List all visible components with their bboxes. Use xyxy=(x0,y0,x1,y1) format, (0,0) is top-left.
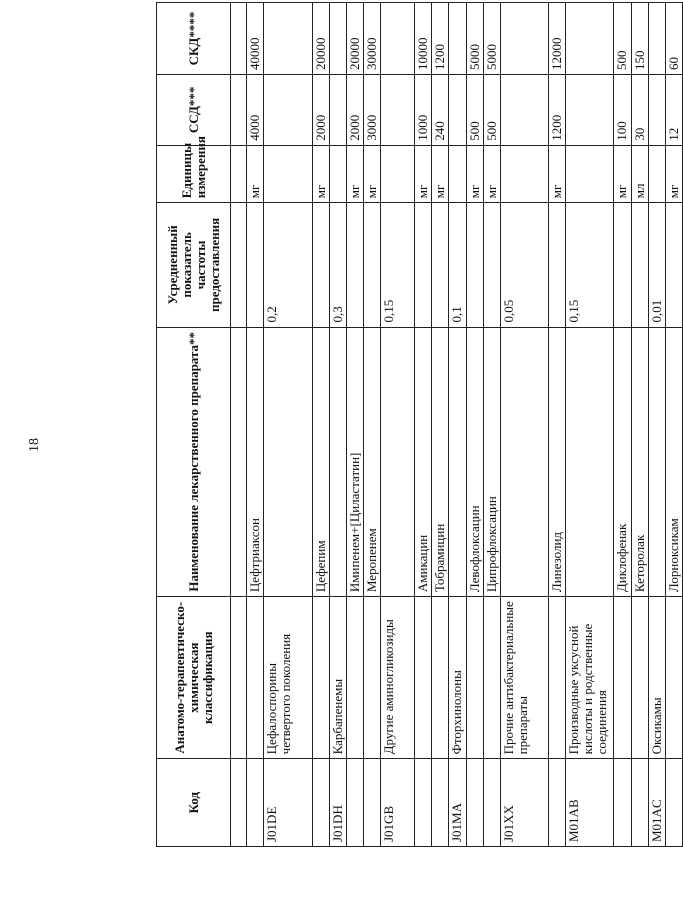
table-row xyxy=(466,2,483,846)
frequency-cell xyxy=(246,202,263,326)
atc-cell xyxy=(431,596,448,758)
skd-cell: 20000 xyxy=(312,2,329,74)
header-atc: Анатомо-терапевтическо-химическая классификация xyxy=(156,596,230,758)
code-cell xyxy=(483,758,500,846)
unit-cell: мг xyxy=(466,145,483,203)
ssd-cell: 30 xyxy=(631,74,648,145)
unit-cell: мг xyxy=(312,145,329,203)
frequency-cell xyxy=(631,202,648,326)
unit-cell xyxy=(565,145,613,203)
frequency-cell: 0,15 xyxy=(565,202,613,326)
ssd-cell: 100 xyxy=(613,74,630,145)
skd-cell: 5000 xyxy=(466,2,483,74)
ssd-cell xyxy=(648,74,665,145)
unit-cell: мг xyxy=(613,145,630,203)
code-cell: J01XX xyxy=(500,758,548,846)
unit-cell xyxy=(448,145,465,203)
atc-cell: Карбапенемы xyxy=(329,596,346,758)
drug-name-cell: Имипенем+[Циластатин] xyxy=(346,327,363,597)
atc-cell xyxy=(312,596,329,758)
code-cell xyxy=(312,758,329,846)
unit-cell xyxy=(263,145,311,203)
code-cell: M01AB xyxy=(565,758,613,846)
frequency-cell: 0,3 xyxy=(329,202,346,326)
drug-name-cell xyxy=(329,327,346,597)
atc-cell xyxy=(363,596,380,758)
drug-name-cell: Цефепим xyxy=(312,327,329,597)
atc-cell: Цефалоспорины четвертого поколения xyxy=(263,596,311,758)
table-row xyxy=(431,2,448,846)
unit-cell xyxy=(329,145,346,203)
atc-cell xyxy=(246,596,263,758)
page-number: 18 xyxy=(27,438,42,452)
ssd-cell: 240 xyxy=(431,74,448,145)
skd-cell xyxy=(500,2,548,74)
frequency-cell xyxy=(346,202,363,326)
header-unit: Единицы измерения xyxy=(156,145,230,203)
frequency-cell xyxy=(431,202,448,326)
code-cell xyxy=(230,758,246,846)
atc-cell: Фторхинолоны xyxy=(448,596,465,758)
table-row xyxy=(414,2,431,846)
ssd-cell: 2000 xyxy=(312,74,329,145)
table-row xyxy=(648,2,665,846)
frequency-cell: 0,2 xyxy=(263,202,311,326)
ssd-cell: 500 xyxy=(466,74,483,145)
skd-cell: 40000 xyxy=(246,2,263,74)
table-row xyxy=(263,2,311,846)
code-cell xyxy=(665,758,682,846)
code-cell xyxy=(466,758,483,846)
unit-cell: мг xyxy=(548,145,565,203)
drug-name-cell: Диклофенак xyxy=(613,327,630,597)
skd-cell xyxy=(648,2,665,74)
frequency-cell: 0,05 xyxy=(500,202,548,326)
frequency-cell xyxy=(312,202,329,326)
frequency-cell xyxy=(363,202,380,326)
table-row xyxy=(631,2,648,846)
atc-cell: Оксикамы xyxy=(648,596,665,758)
drug-name-cell xyxy=(500,327,548,597)
table-row xyxy=(329,2,346,846)
unit-cell: мг xyxy=(431,145,448,203)
table-row xyxy=(380,2,414,846)
drug-name-cell xyxy=(230,327,246,597)
drug-name-cell xyxy=(263,327,311,597)
table-row xyxy=(565,2,613,846)
skd-cell: 10000 xyxy=(414,2,431,74)
ssd-cell xyxy=(329,74,346,145)
code-cell xyxy=(246,758,263,846)
ssd-cell: 1200 xyxy=(548,74,565,145)
drug-name-cell: Тобрамицин xyxy=(431,327,448,597)
drug-name-cell: Лорноксикам xyxy=(665,327,682,597)
unit-cell xyxy=(648,145,665,203)
frequency-cell: 0,1 xyxy=(448,202,465,326)
drug-name-cell xyxy=(380,327,414,597)
unit-cell: мг xyxy=(363,145,380,203)
unit-cell xyxy=(230,145,246,203)
ssd-cell xyxy=(448,74,465,145)
drug-name-cell: Линезолид xyxy=(548,327,565,597)
table-body xyxy=(230,2,682,846)
atc-cell: Производные уксусной кислоты и родственные соединения xyxy=(565,596,613,758)
code-cell: J01MA xyxy=(448,758,465,846)
code-cell xyxy=(363,758,380,846)
ssd-cell: 12 xyxy=(665,74,682,145)
code-cell: J01GB xyxy=(380,758,414,846)
frequency-cell xyxy=(548,202,565,326)
code-cell xyxy=(431,758,448,846)
rotated-table-container xyxy=(156,2,683,847)
drug-name-cell: Левофлоксацин xyxy=(466,327,483,597)
table-row xyxy=(448,2,465,846)
skd-cell xyxy=(380,2,414,74)
frequency-cell xyxy=(466,202,483,326)
drug-name-cell: Меропенем xyxy=(363,327,380,597)
skd-cell: 60 xyxy=(665,2,682,74)
skd-cell: 500 xyxy=(613,2,630,74)
skd-cell xyxy=(263,2,311,74)
header-drug: Наименование лекарственного препарата** xyxy=(156,327,230,597)
skd-cell xyxy=(448,2,465,74)
atc-cell xyxy=(548,596,565,758)
unit-cell xyxy=(500,145,548,203)
code-cell xyxy=(346,758,363,846)
header-code: Код xyxy=(156,758,230,846)
atc-cell: Другие аминогликозиды xyxy=(380,596,414,758)
table-row xyxy=(483,2,500,846)
header-frequency: Усредненный показатель частоты предоставления xyxy=(156,202,230,326)
unit-cell: мг xyxy=(665,145,682,203)
frequency-cell xyxy=(613,202,630,326)
ssd-cell xyxy=(230,74,246,145)
drug-name-cell: Кеторолак xyxy=(631,327,648,597)
atc-cell xyxy=(346,596,363,758)
skd-cell: 5000 xyxy=(483,2,500,74)
unit-cell: мг xyxy=(483,145,500,203)
header-ssd: ССД*** xyxy=(156,74,230,145)
drug-name-cell: Ципрофлоксацин xyxy=(483,327,500,597)
skd-cell: 30000 xyxy=(363,2,380,74)
frequency-cell xyxy=(665,202,682,326)
skd-cell xyxy=(565,2,613,74)
skd-cell: 150 xyxy=(631,2,648,74)
atc-cell xyxy=(631,596,648,758)
ssd-cell xyxy=(565,74,613,145)
table-row xyxy=(500,2,548,846)
skd-cell xyxy=(230,2,246,74)
code-cell xyxy=(548,758,565,846)
unit-cell: мг xyxy=(246,145,263,203)
table-row xyxy=(665,2,682,846)
atc-cell xyxy=(483,596,500,758)
drug-name-cell: Амикацин xyxy=(414,327,431,597)
ssd-cell xyxy=(500,74,548,145)
atc-cell xyxy=(230,596,246,758)
drug-name-cell xyxy=(448,327,465,597)
table-row xyxy=(346,2,363,846)
atc-cell: Прочие антибактериальные препараты xyxy=(500,596,548,758)
drug-table xyxy=(156,2,683,847)
code-cell xyxy=(414,758,431,846)
atc-cell xyxy=(466,596,483,758)
ssd-cell: 2000 xyxy=(346,74,363,145)
table-row xyxy=(363,2,380,846)
drug-name-cell xyxy=(648,327,665,597)
drug-name-cell xyxy=(565,327,613,597)
ssd-cell: 500 xyxy=(483,74,500,145)
atc-cell xyxy=(613,596,630,758)
header-row xyxy=(156,2,230,846)
code-cell xyxy=(631,758,648,846)
frequency-cell xyxy=(230,202,246,326)
header-skd: СКД**** xyxy=(156,2,230,74)
drug-name-cell: Цефтриаксон xyxy=(246,327,263,597)
table-row xyxy=(230,2,246,846)
ssd-cell xyxy=(380,74,414,145)
code-cell: J01DE xyxy=(263,758,311,846)
code-cell: M01AC xyxy=(648,758,665,846)
skd-cell xyxy=(329,2,346,74)
frequency-cell xyxy=(483,202,500,326)
atc-cell xyxy=(665,596,682,758)
ssd-cell: 1000 xyxy=(414,74,431,145)
table-row xyxy=(548,2,565,846)
table-row xyxy=(246,2,263,846)
code-cell: J01DH xyxy=(329,758,346,846)
unit-cell xyxy=(380,145,414,203)
unit-cell: мг xyxy=(414,145,431,203)
table-row xyxy=(613,2,630,846)
frequency-cell: 0,01 xyxy=(648,202,665,326)
ssd-cell xyxy=(263,74,311,145)
table-row xyxy=(312,2,329,846)
unit-cell: мг xyxy=(346,145,363,203)
skd-cell: 20000 xyxy=(346,2,363,74)
frequency-cell: 0,15 xyxy=(380,202,414,326)
skd-cell: 12000 xyxy=(548,2,565,74)
ssd-cell: 3000 xyxy=(363,74,380,145)
frequency-cell xyxy=(414,202,431,326)
code-cell xyxy=(613,758,630,846)
atc-cell xyxy=(414,596,431,758)
unit-cell: мл xyxy=(631,145,648,203)
skd-cell: 1200 xyxy=(431,2,448,74)
ssd-cell: 4000 xyxy=(246,74,263,145)
